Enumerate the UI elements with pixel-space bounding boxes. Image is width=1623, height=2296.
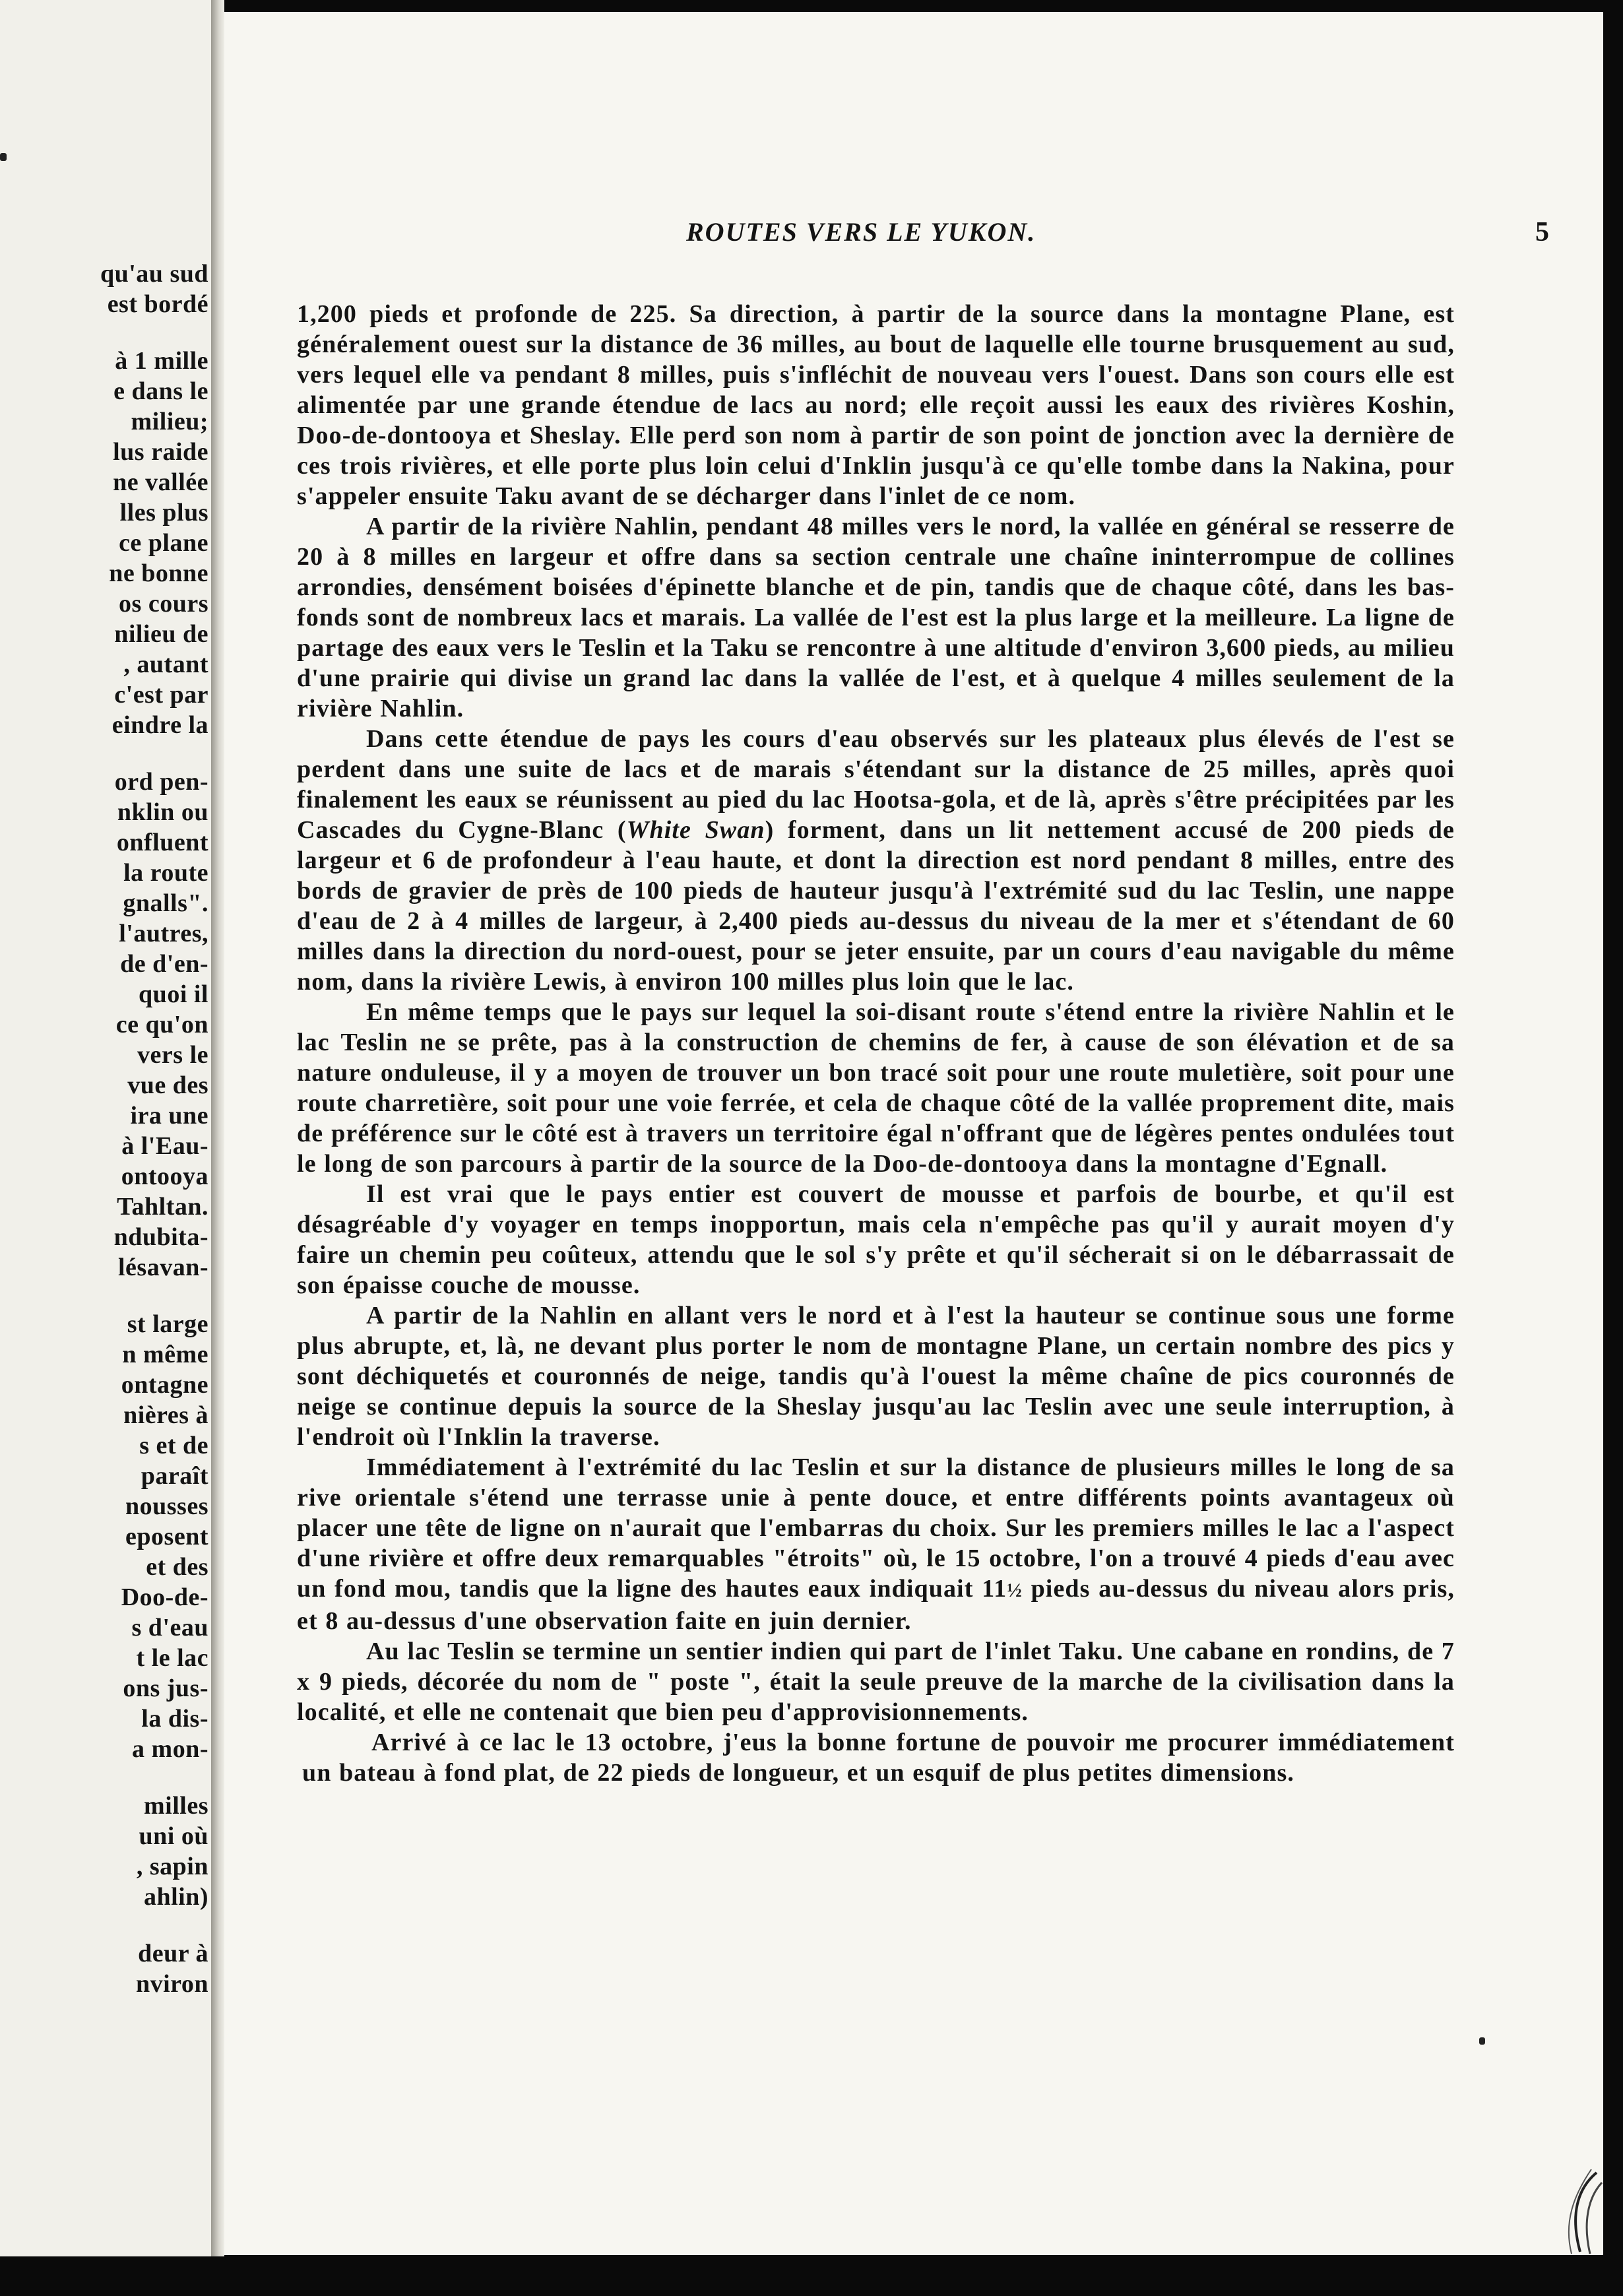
left-line: n même (122, 1341, 208, 1368)
book-gutter (211, 0, 224, 2256)
left-page-text-fragment (0, 259, 208, 1999)
left-line: ce plane (119, 529, 208, 557)
paragraph-lake-teslin (297, 1452, 1455, 1636)
left-line: à l'Eau- (121, 1132, 208, 1160)
left-line (0, 1764, 208, 1791)
body-text (297, 299, 1455, 1788)
left-line: os cours (119, 590, 208, 618)
left-line: ne vallée (113, 468, 208, 496)
left-line: ons jus- (123, 1674, 208, 1702)
left-line: vue des (127, 1071, 208, 1099)
left-line: nklin ou (117, 798, 208, 826)
left-line: e dans le (113, 377, 208, 405)
left-facing-page (0, 0, 213, 2256)
left-line: vers le (137, 1041, 208, 1069)
paragraph-route-tracing: En même temps que le pays sur lequel la soi-disant route s'étend entre la rivière Nahlin et le lac Teslin ne se prête, pas à la construction de chemins de fer, à cause de son élévation et de sa nature onduleuse, il y a moyen de trouver un bon tracé soit pour une route muletière, soit pour une route charretière, soit pour une voie ferrée, et cela de chaque côté de la vallée proprement dite, mais de préférence sur le côté est à travers un territoire égal n'offrant que de légères pentes ondulées tout le long de son parcours à partir de la source de la Doo-de-dontooya dans la montagne d'Egnall. (297, 998, 1455, 1178)
left-line: et des (146, 1553, 208, 1581)
left-line: nviron (135, 1970, 208, 1998)
left-line: la route (123, 859, 208, 887)
left-line: onfluent (116, 829, 208, 856)
left-line: ce qu'on (115, 1011, 208, 1038)
left-line: nières à (123, 1401, 208, 1429)
left-line: ahlin) (143, 1883, 208, 1911)
left-line: lles plus (119, 499, 208, 526)
left-line: l'autres, (119, 920, 208, 947)
running-title: ROUTES VERS LE YUKON. (686, 217, 1036, 247)
left-line (0, 1283, 208, 1309)
paragraph-nahlin-valley: A partir de la rivière Nahlin, pendant 48 milles vers le nord, la vallée en général se resserre de 20 à 8 milles en largeur et offre dans sa section centrale une chaîne ininterrompue de collines arrondies, densément boisées d'épinette blanche et de pin, tandis que de chaque côté, dans les bas-fonds sont de nombreux lacs et marais. La vallée de l'est est la plus large et la meilleure. La ligne de partage des eaux vers le Teslin et la Taku se rencontre à une altitude d'environ 3,600 pieds, au milieu d'une prairie qui divise un grand lac dans la vallée de l'est, et à quelque 4 milles seulement de la rivière Nahlin. (297, 513, 1455, 722)
left-line: ontagne (121, 1371, 208, 1399)
left-line: quoi il (139, 980, 208, 1008)
paragraph-text: pieds au-dessus du niveau alors pris, et 8 au-dessus d'une observation faite en juin dernier. (297, 1575, 1455, 1635)
left-line: s d'eau (131, 1614, 208, 1642)
left-line: Tahltan. (117, 1193, 208, 1221)
paragraph-mountain-peaks: A partir de la Nahlin en allant vers le nord et à l'est la hauteur se continue sous une forme plus abrupte, et, là, ne devant plus porter le nom de montagne Plane, un certain nombre des pics y sont déchiquetés et couronnés de neige, tandis qu'à l'ouest la même chaîne de pics couronnés de neige se continue depuis la source de la Sheslay jusqu'au lac Teslin avec une seule interruption, à l'endroit où l'Inklin la traverse. (297, 1302, 1455, 1451)
left-line: Doo-de- (121, 1583, 208, 1611)
left-line: c'est par (114, 681, 208, 709)
left-line: de d'en- (120, 950, 208, 978)
paragraph-text: Immédiatement à l'extrémité du lac Teslin et sur la distance de plusieurs milles le long de sa rive orientale s'étend une terrasse unie à pente douce, et entre différents points avantageux où placer une tête de ligne on n'aurait que l'embarras du choix. Sur les premiers milles le lac a l'aspect d'une rivière et offre deux remarquables "étroits" où, le 15 octobre, l'on a trouvé 4 pieds d'eau avec un fond mou, tandis que la ligne des hautes eaux indiquait 11 (297, 1453, 1455, 1603)
page-edge-curl (1557, 2169, 1603, 2255)
left-line: nilieu de (114, 620, 208, 648)
left-line: ontooya (121, 1163, 208, 1190)
left-line: paraît (141, 1462, 208, 1490)
left-line: la dis- (141, 1705, 208, 1733)
left-page-ink-mark (0, 153, 7, 161)
paragraph-indian-trail: Au lac Teslin se termine un sentier indien qui part de l'inlet Taku. Une cabane en rondins, de 7 x 9 pieds, décorée du nom de " poste ", était la seule preuve de la marche de la civilisation dans la localité, et elle ne contenait que bien peu d'approvisionnements. (297, 1638, 1455, 1726)
left-line: , sapin (136, 1853, 208, 1880)
italic-term: White Swan (626, 816, 765, 844)
left-line: eindre la (111, 711, 208, 739)
paragraph-text: Dans cette étendue de pays les cours d'eau observés sur les plateaux plus élevés de l'est se perdent dans une suite de lacs et de marais s'étendant sur la distance de 25 milles, après quoi finalement les eaux se réunissent au pied du lac Hootsa-gola, et de là, après s'être précipitées par les Cascades du Cygne-Blanc ( (297, 725, 1455, 844)
paragraph-continuation: 1,200 pieds et profonde de 225. Sa direction, à partir de la source dans la montagne Plane, est généralement ouest sur la distance de 36 milles, au bout de laquelle elle tourne brusquement au sud, vers lequel elle va pendant 8 milles, puis s'infléchit de nouveau vers l'ouest. Dans son cours elle est alimentée par une grande étendue de lacs au nord; elle reçoit aussi les eaux des rivières Koshin, Doo-de-dontooya et Sheslay. Elle perd son nom à partir de son point de jonction avec la dernière de ces trois rivières, et elle porte plus loin celui d'Inklin jusqu'à ce qu'elle tombe dans la Nakina, pour s'appeler ensuite Taku avant de se décharger dans l'inlet de ce nom. (297, 300, 1455, 510)
paragraph-arrival: Arrivé à ce lac le 13 octobre, j'eus la bonne fortune de pouvoir me procurer immédiatement un bateau à fond plat, de 22 pieds de longueur, et un esquif de plus petites dimensions. (302, 1729, 1455, 1787)
left-line: ira une (130, 1102, 208, 1130)
margin-ink-mark (1479, 2037, 1485, 2045)
left-line: ndubita- (113, 1223, 208, 1251)
left-line: t le lac (136, 1644, 208, 1672)
left-line: lus raide (113, 438, 208, 466)
left-line: nousses (125, 1492, 208, 1520)
running-header (224, 216, 1564, 253)
left-line: lésavan- (118, 1254, 208, 1281)
left-line: a mon- (132, 1735, 208, 1763)
right-main-page (224, 12, 1603, 2255)
left-line: st large (127, 1310, 208, 1338)
left-line: à 1 mille (115, 347, 208, 375)
left-line: , autant (123, 651, 208, 678)
left-line: eposent (125, 1523, 208, 1550)
left-line: est bordé (107, 290, 208, 318)
left-line: s et de (139, 1432, 208, 1459)
left-line (0, 740, 208, 767)
left-line: milieu; (131, 408, 208, 435)
left-line: ord pen- (114, 768, 208, 796)
left-line (0, 319, 208, 346)
left-line: milles (144, 1792, 208, 1820)
left-line: uni où (139, 1822, 208, 1850)
page-number: 5 (1535, 217, 1549, 247)
left-line: qu'au sud (100, 260, 208, 288)
fraction: ½ (1007, 1579, 1023, 1601)
left-line: gnalls". (123, 889, 208, 917)
left-line: ne bonne (109, 559, 208, 587)
paragraph-watercourses (297, 724, 1455, 997)
paragraph-moss-country: Il est vrai que le pays entier est couvert de mousse et parfois de bourbe, et qu'il est désagréable d'y voyager en temps inopportun, mais cela n'empêche pas qu'il y aurait moyen d'y faire un chemin peu coûteux, attendu que le sol s'y prête et qu'il sécherait si on le débarrassait de son épaisse couche de mousse. (297, 1180, 1455, 1299)
left-line: deur à (138, 1940, 208, 1967)
left-line (0, 1912, 208, 1938)
paragraph-text: ) forment, dans un lit nettement accusé de 200 pieds de largeur et 6 de profondeur à l'eau haute, et dont la direction est nord pendant 8 milles, entre des bords de gravier de près de 100 pieds de hauteur jusqu'à l'extrémité sud du lac Teslin, une nappe d'eau de 2 à 4 milles de largeur, à 2,400 pieds au-dessus du niveau de la mer et s'étendant de 60 milles dans la direction du nord-ouest, pour se jeter ensuite, par un cours d'eau navigable du même nom, dans la rivière Lewis, à environ 100 milles plus loin que le lac. (297, 816, 1455, 996)
